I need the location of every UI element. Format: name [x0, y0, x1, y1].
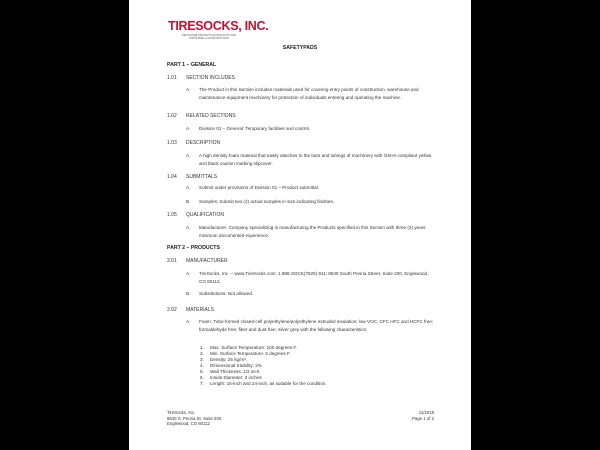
footer-page-number: Page 1 of 2	[412, 415, 434, 421]
section-1-05-number: 1.05	[167, 212, 177, 218]
section-1-04-number: 1.04	[167, 174, 177, 180]
list-number: 2.	[200, 351, 204, 356]
item-label: A.	[186, 271, 191, 276]
item-label: B.	[186, 199, 191, 204]
section-1-01-number: 1.01	[167, 75, 177, 81]
document-page	[129, 0, 471, 450]
list-text: Inside Diameter: 2 inches	[210, 375, 262, 380]
section-1-05-title: QUALIFICATION	[186, 212, 224, 218]
item-label: A.	[186, 225, 191, 230]
list-number: 3.	[200, 357, 204, 362]
item-label: A.	[186, 87, 191, 92]
item-text: Foam: Tube-formed closed-cell polyethylene/polyethylene extruded insulation; low VOC, CFC HFC and HCFC free; formaldehyde free; fiber and dust free; silver grey with the following characteristics:	[199, 319, 434, 332]
logo-tagline: INNOVATIVE PROTECTIVE PRODUCTS FOR INDUSTRIAL & CONSTRUCTION	[181, 34, 237, 40]
footer-company: TireSocks, Inc.	[167, 410, 196, 415]
section-2-02-number: 2.02	[167, 307, 177, 313]
section-2-01-title: MANUFACTURER	[186, 258, 228, 264]
item-label: A.	[186, 153, 191, 158]
logo-brand: TIRESOCKS, INC.	[168, 19, 269, 33]
section-2-02-title: MATERIALS	[186, 307, 214, 313]
section-1-01-title: SECTION INCLUDES	[186, 75, 235, 81]
document-title: SAFETYPADS	[282, 45, 318, 51]
list-text: Density: 25 kg/m³.	[210, 357, 248, 362]
footer-address	[167, 410, 221, 427]
list-text: Min. Surface Temperature: 5 degrees F.	[210, 351, 291, 356]
item-text: A high density foam material that easily attaches to the bars and tubings of machinery with OSHA compliant yellow and black caution marking slipcover.	[199, 153, 432, 166]
section-1-04-title: SUBMITTALS	[186, 174, 218, 180]
list-text: Wall Thickness: 1/2 inch.	[210, 369, 261, 374]
section-1-03-title: DESCRIPTION	[186, 140, 221, 146]
section-1-02-title: RELATED SECTIONS	[186, 113, 236, 119]
section-1-03-number: 1.03	[167, 140, 177, 146]
list-number: 6.	[200, 375, 204, 380]
list-number: 1.	[200, 345, 204, 350]
footer-date: 11/2018	[418, 410, 434, 415]
list-text: Dimensional Stability: 2%	[210, 363, 262, 368]
part1-heading: PART 1 – GENERAL	[167, 62, 217, 68]
item-text: Division 01 – General: Temporary facilities and control.	[199, 126, 310, 131]
list-number: 7.	[200, 381, 204, 386]
footer-street: 8640 S. Peoria St. Suite 200	[167, 415, 222, 421]
footer-city: Englewood, CO 80112	[167, 421, 210, 427]
item-label: A.	[186, 185, 191, 190]
item-text: Samples: Submit two (2) actual samples in size indicating finishes.	[199, 199, 335, 204]
footer-page-info	[412, 410, 434, 421]
section-2-01-number: 2.01	[167, 258, 177, 264]
item-text: The Product in this Section includes materials used for covering entry points of construction, warehouse and maintenance equipment machinery for protection of individuals entering and operating the machine.	[199, 87, 419, 100]
list-number: 4.	[200, 363, 204, 368]
list-number: 5.	[200, 369, 204, 374]
list-text: Length: 15-inch and 24-inch, as suitable for the condition.	[210, 381, 327, 386]
item-text: TireSocks, Inc. – www.TireSocks.com; 1.888.SOCK(7625) 911; 8640 South Peoria Street, Suite 200, Englewood, CO 80112.	[199, 271, 429, 284]
part2-heading: PART 2 – PRODUCTS	[167, 245, 220, 251]
item-text: Substitutions: Not allowed.	[199, 291, 254, 296]
tiresocks-logo	[168, 19, 269, 42]
item-label: A.	[186, 319, 191, 324]
item-label: B.	[186, 291, 191, 296]
list-text: Max. Surface Temperature: 100 degrees F.	[210, 345, 297, 350]
item-text: Manufacturer: Company specializing in manufacturing the Products specified in this Section with three (3) years minimum documented experience.	[199, 225, 426, 238]
item-text: Submit under provisions of Division 01 – Product submittal.	[199, 185, 320, 190]
item-label: A.	[186, 126, 191, 131]
section-1-02-number: 1.02	[167, 113, 177, 119]
